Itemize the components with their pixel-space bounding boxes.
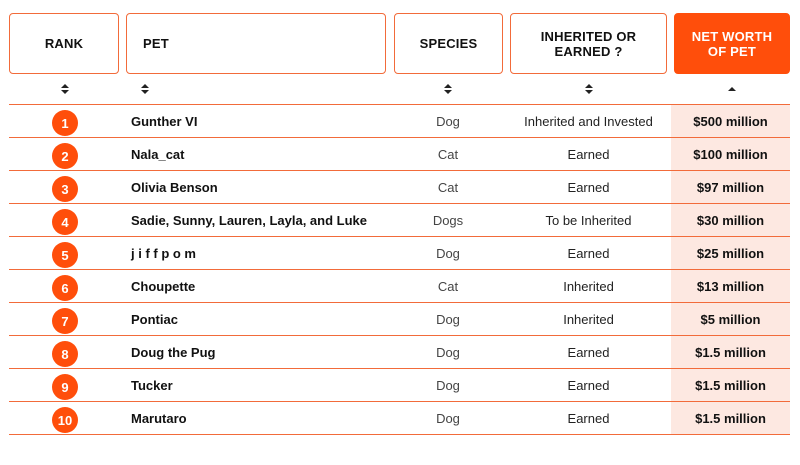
pet-name: Pontiac	[131, 311, 178, 327]
species: Dog	[436, 245, 460, 261]
inherited-or-earned: Earned	[567, 179, 610, 195]
header-net-worth-label	[692, 29, 773, 59]
rank-badge: 6	[52, 275, 78, 301]
inherited-or-earned: Earned	[567, 410, 610, 426]
species: Dogs	[432, 212, 464, 228]
inherited-or-earned: Inherited	[563, 278, 614, 294]
pet-name: j i f f p o m	[131, 245, 196, 261]
species: Dog	[436, 113, 460, 129]
sort-controls-row	[9, 78, 790, 102]
table-row[interactable]	[9, 236, 790, 269]
header-species[interactable]	[394, 13, 503, 74]
inherited-or-earned: To be Inherited	[545, 212, 632, 228]
species: Dog	[436, 311, 460, 327]
sort-rank-icon[interactable]	[60, 82, 70, 96]
table-row[interactable]	[9, 137, 790, 170]
table-row[interactable]	[9, 335, 790, 368]
net-worth: $100 million	[671, 138, 790, 170]
pet-name: Gunther VI	[131, 113, 198, 129]
pet-name: Doug the Pug	[131, 344, 216, 360]
rank-badge: 9	[52, 374, 78, 400]
header-pet-label: PET	[143, 36, 169, 51]
inherited-or-earned: Inherited	[563, 311, 614, 327]
rank-badge: 5	[52, 242, 78, 268]
header-inherited-or-earned[interactable]	[510, 13, 667, 74]
table-row[interactable]	[9, 104, 790, 137]
rank-badge: 3	[52, 176, 78, 202]
inherited-or-earned: Earned	[567, 146, 610, 162]
net-worth: $500 million	[671, 105, 790, 137]
net-worth: $25 million	[671, 237, 790, 269]
sort-species-icon[interactable]	[443, 82, 453, 96]
header-inherited-line2: EARNED ?	[554, 43, 623, 59]
net-worth: $1.5 million	[671, 402, 790, 434]
header-rank[interactable]	[9, 13, 119, 74]
species: Cat	[437, 278, 459, 294]
sort-net-worth-icon[interactable]	[727, 82, 737, 96]
species: Dog	[436, 344, 460, 360]
header-net-line1: NET WORTH	[691, 28, 773, 44]
header-pet[interactable]	[126, 13, 386, 74]
species: Dog	[436, 410, 460, 426]
inherited-or-earned: Inherited and Invested	[524, 113, 653, 129]
net-worth: $1.5 million	[671, 369, 790, 401]
table-row[interactable]	[9, 401, 790, 435]
rank-badge: 1	[52, 110, 78, 136]
pet-name: Nala_cat	[131, 146, 185, 162]
table-row[interactable]	[9, 269, 790, 302]
rank-badge: 4	[52, 209, 78, 235]
pet-name: Choupette	[131, 278, 196, 294]
header-species-label: SPECIES	[419, 36, 478, 51]
net-worth: $5 million	[671, 303, 790, 335]
pet-name: Tucker	[131, 377, 173, 393]
net-worth: $13 million	[671, 270, 790, 302]
header-inherited-line1: INHERITED OR	[540, 28, 637, 44]
table-row[interactable]	[9, 203, 790, 236]
sort-pet-icon[interactable]	[140, 82, 150, 96]
sort-inherited-icon[interactable]	[584, 82, 594, 96]
species: Cat	[437, 179, 459, 195]
net-worth: $97 million	[671, 171, 790, 203]
net-worth: $30 million	[671, 204, 790, 236]
inherited-or-earned: Earned	[567, 344, 610, 360]
header-net-worth[interactable]	[674, 13, 790, 74]
rank-badge: 7	[52, 308, 78, 334]
pet-name: Marutaro	[131, 410, 187, 426]
species: Cat	[437, 146, 459, 162]
header-inherited-label	[541, 29, 637, 59]
inherited-or-earned: Earned	[567, 377, 610, 393]
rank-badge: 10	[52, 407, 78, 433]
header-net-line2: OF PET	[707, 43, 757, 59]
table-row[interactable]	[9, 302, 790, 335]
table-row[interactable]	[9, 368, 790, 401]
rank-badge: 2	[52, 143, 78, 169]
rank-badge: 8	[52, 341, 78, 367]
table-body	[9, 104, 790, 435]
inherited-or-earned: Earned	[567, 245, 610, 261]
pet-name: Sadie, Sunny, Lauren, Layla, and Luke	[131, 212, 367, 228]
net-worth: $1.5 million	[671, 336, 790, 368]
header-rank-label: RANK	[44, 36, 84, 51]
species: Dog	[436, 377, 460, 393]
pet-name: Olivia Benson	[131, 179, 218, 195]
table-row[interactable]	[9, 170, 790, 203]
